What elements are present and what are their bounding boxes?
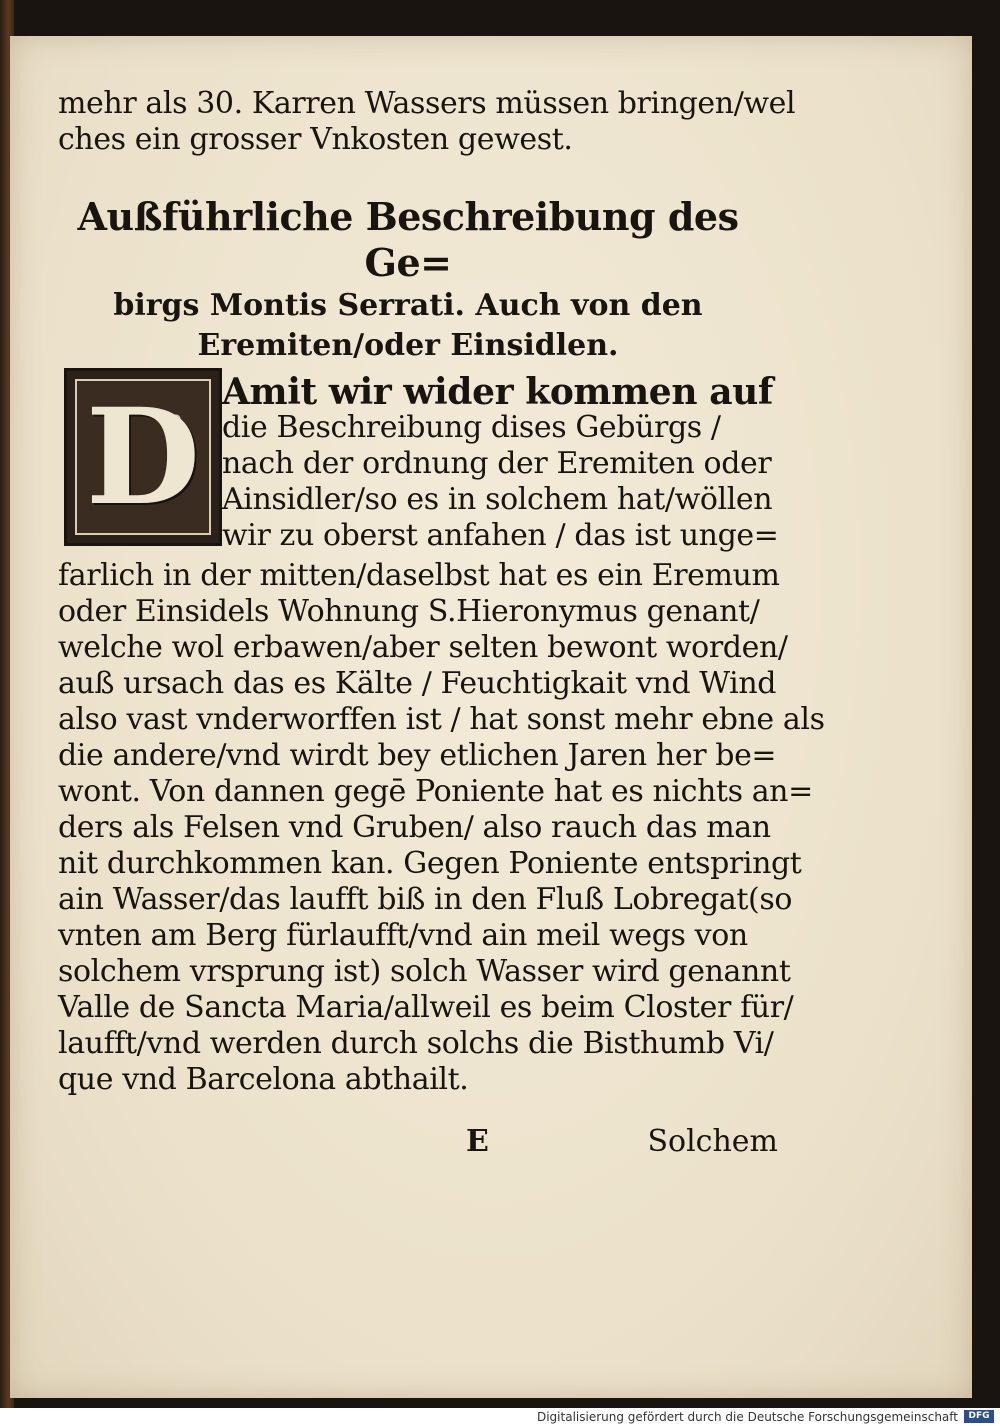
text-line: nit durchkommen kan. Gegen Poniente entspringt bbox=[58, 846, 802, 881]
text-line: laufft/vnd werden durch solchs die Bisthumb Vi/ bbox=[58, 1026, 774, 1061]
heading-line: Außführliche Beschreibung des Ge= bbox=[77, 194, 739, 285]
text-line: solchem vrsprung ist) solch Wasser wird genannt bbox=[58, 954, 791, 989]
digitization-footer bbox=[0, 1408, 1000, 1426]
text-line: ain Wasser/das laufft biß in den Fluß Lobregat(so bbox=[58, 882, 793, 917]
body-text bbox=[58, 558, 825, 1098]
text-line: vnten am Berg fürlaufft/vnd ain meil wegs von bbox=[58, 918, 748, 953]
text-line: que vnd Barcelona abthailt. bbox=[58, 1062, 469, 1097]
text-line: die Beschreibung dises Gebürgs / bbox=[222, 410, 721, 445]
text-line: oder Einsidels Wohnung S.Hieronymus genant/ bbox=[58, 594, 760, 629]
heading-line: Eremiten/oder Einsidlen. bbox=[197, 328, 619, 363]
text-line: welche wol erbawen/aber selten bewont worden/ bbox=[58, 630, 788, 665]
text-line: ches ein grosser Vnkosten gewest. bbox=[58, 122, 573, 157]
text-line: Ainsidler/so es in solchem hat/wöllen bbox=[222, 482, 773, 517]
text-line: wir zu oberst anfahen / das ist unge= bbox=[222, 518, 779, 553]
initial-letter: D bbox=[85, 379, 201, 535]
text-line: also vast vnderworffen ist / hat sonst mehr ebne als bbox=[58, 702, 825, 737]
text-line: ders als Felsen vnd Gruben/ also rauch das man bbox=[58, 810, 771, 845]
page-footer-marks bbox=[58, 1124, 778, 1164]
text-line: Valle de Sancta Maria/allweil es beim Closter für/ bbox=[58, 990, 794, 1025]
text-line: die andere/vnd wirdt bey etlichen Jaren her be= bbox=[58, 738, 777, 773]
text-line: nach der ordnung der Eremiten oder bbox=[222, 446, 772, 481]
funding-credit: Digitalisierung gefördert durch die Deutsche Forschungsgemeinschaft bbox=[536, 1410, 958, 1424]
text-line: farlich in der mitten/daselbst hat es ein Eremum bbox=[58, 558, 780, 593]
signature-mark: E bbox=[466, 1124, 489, 1159]
catchword: Solchem bbox=[647, 1124, 778, 1159]
text-line: mehr als 30. Karren Wassers müssen bringen/wel bbox=[58, 86, 796, 121]
dfg-logo-icon: DFG bbox=[964, 1410, 994, 1423]
chapter-heading bbox=[58, 194, 758, 366]
text-line: Amit wir wider kommen auf bbox=[222, 371, 774, 413]
top-text bbox=[58, 86, 796, 158]
first-paragraph bbox=[222, 371, 782, 554]
text-line: auß ursach das es Kälte / Feuchtigkait vnd Wind bbox=[58, 666, 777, 701]
decorated-initial bbox=[64, 368, 222, 546]
book-page bbox=[10, 36, 972, 1398]
heading-line: birgs Montis Serrati. Auch von den bbox=[113, 288, 703, 323]
text-line: wont. Von dannen gegē Poniente hat es nichts an= bbox=[58, 774, 813, 809]
